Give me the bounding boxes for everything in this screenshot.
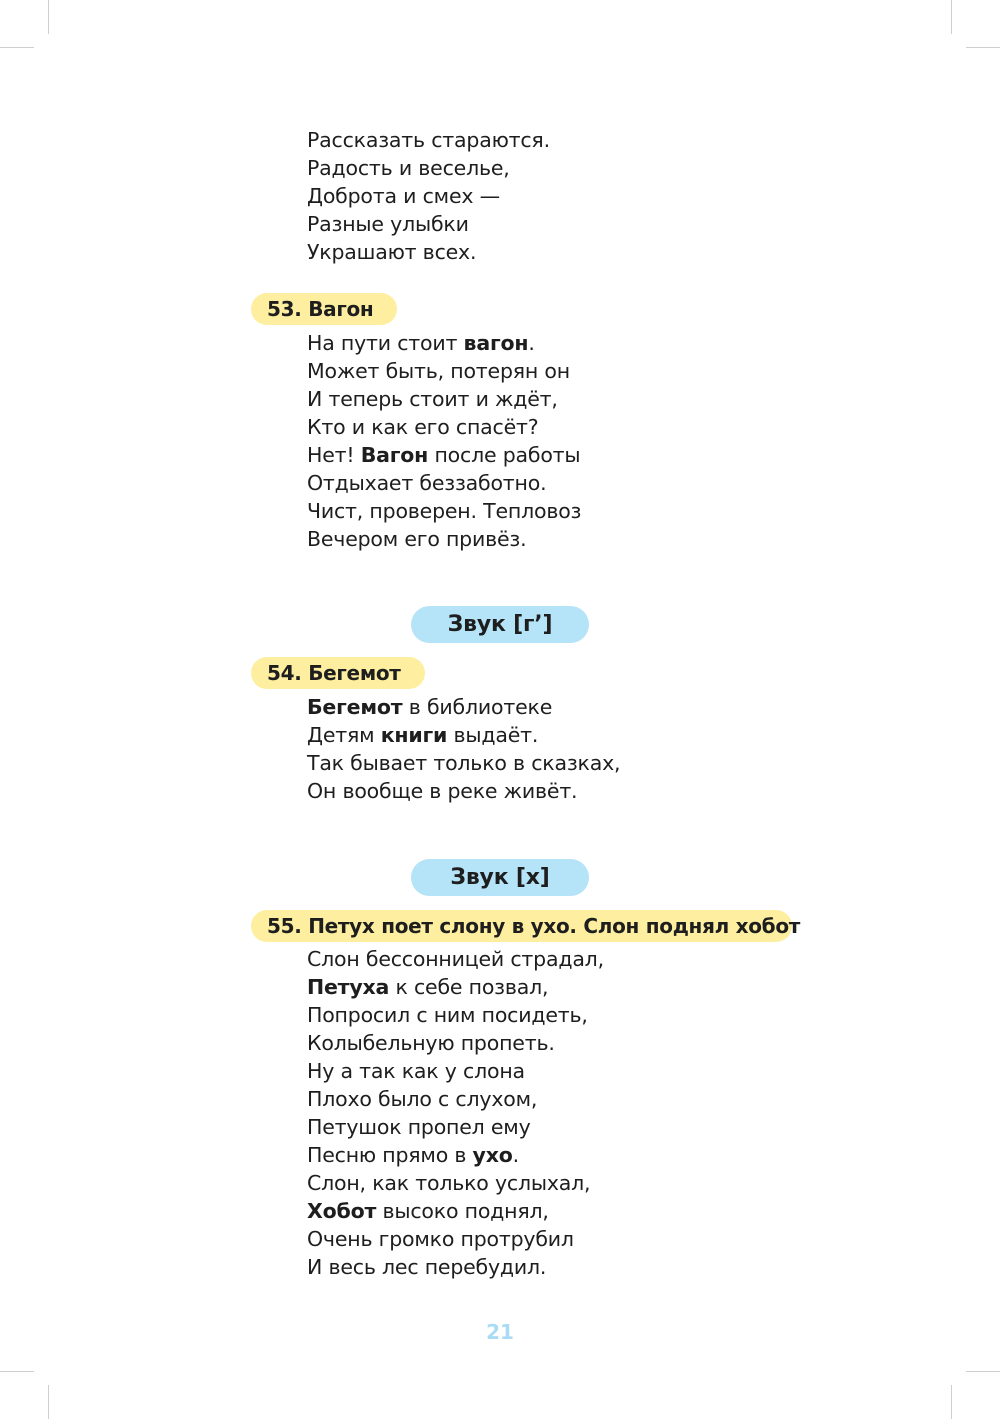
sound-heading-h: Звук [х] [411,859,589,896]
verse-line: Ну а так как у слона [307,1059,525,1083]
verse-line: Кто и как его спасёт? [307,415,539,439]
crop-mark [0,1371,34,1372]
verse-line: Слон, как только услыхал, [307,1171,591,1195]
section-title-55: 55. Петух поет слону в ухо. Слон поднял хобот [251,910,792,942]
verse-line: Чист, проверен. Тепловоз [307,499,582,523]
verse-line: Так бывает только в сказках, [307,751,621,775]
verse-line: И теперь стоит и ждёт, [307,387,558,411]
verse-line: Рассказать стараются. [307,128,550,152]
verse-line: Хобот высоко поднял, [307,1199,549,1223]
verse-line: Радость и веселье, [307,156,510,180]
verse-line: Петушок пропел ему [307,1115,531,1139]
verse-line: Украшают всех. [307,240,477,264]
verse-line: Бегемот в библиотеке [307,695,553,719]
verse-line: Песню прямо в ухо. [307,1143,519,1167]
verse-line: Детям книги выдаёт. [307,723,539,747]
crop-mark [966,1371,1000,1372]
section-title-53: 53. Вагон [251,293,397,325]
verse-line: И весь лес перебудил. [307,1255,547,1279]
verse-line: Разные улыбки [307,212,469,236]
verse-line: Очень громко протрубил [307,1227,574,1251]
page-number: 21 [486,1320,514,1344]
crop-mark [966,47,1000,48]
crop-mark [48,0,49,34]
verse-line: Вечером его привёз. [307,527,527,551]
crop-mark [48,1385,49,1419]
verse-line: Слон бессонницей страдал, [307,947,604,971]
section-title-54: 54. Бегемот [251,657,425,689]
verse-line: Может быть, потерян он [307,359,570,383]
verse-54 [307,693,620,805]
verse-53 [307,329,581,553]
verse-line: Нет! Вагон после работы [307,443,581,467]
verse-line: Петуха к себе позвал, [307,975,549,999]
verse-line: Доброта и смех — [307,184,500,208]
intro-verse [307,126,550,266]
verse-line: На пути стоит вагон. [307,331,535,355]
sound-heading-g: Звук [г’] [411,606,589,643]
verse-line: Колыбельную пропеть. [307,1031,555,1055]
crop-mark [951,0,952,34]
crop-mark [0,47,34,48]
verse-line: Отдыхает беззаботно. [307,471,547,495]
crop-mark [951,1385,952,1419]
verse-line: Он вообще в реке живёт. [307,779,578,803]
verse-55 [307,945,604,1281]
verse-line: Попросил с ним посидеть, [307,1003,588,1027]
verse-line: Плохо было с слухом, [307,1087,538,1111]
